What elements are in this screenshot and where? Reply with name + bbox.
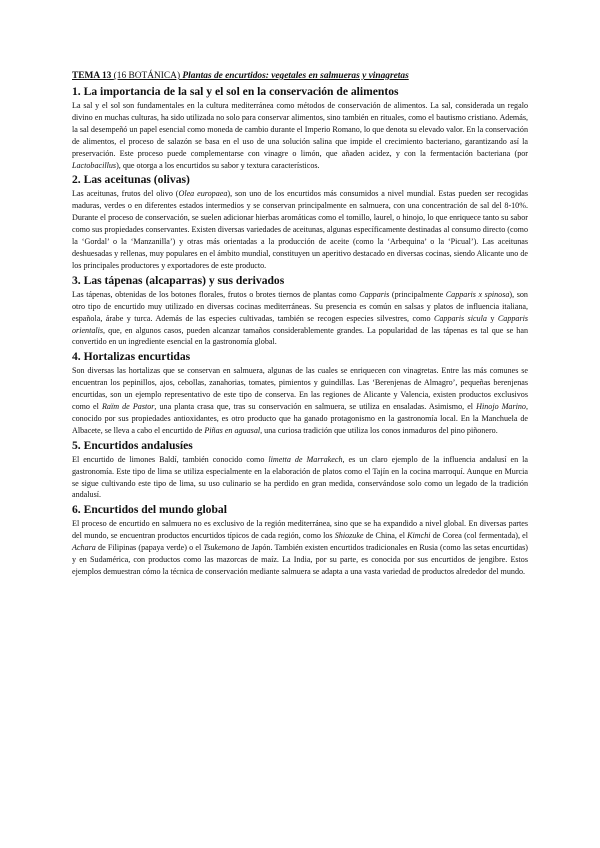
text-run: La sal y el sol son fundamentales en la cultura mediterránea como métodos de conservación de alimentos. La sal, considerada un regalo divino en muchas culturas, ha sido utilizada no solo para conservar alimentos, sino también en rituales, como el bautismo cristiano. Además, la sal desempeñó un papel esencial como moneda de cambio durante el Imperio Romano, lo que denota su elevado valor. En la conservación de alimentos, el proceso de salazón se basa en el uso de una solución salina que impide el crecimiento bacteriano, garantizando así la preservación. Este proceso puede complementarse con vinagre o limón, que añaden acidez, y con la fermentación bacteriana (por bbox=[72, 101, 528, 158]
section-heading: 2. Las aceitunas (olivas) bbox=[72, 173, 190, 187]
text-run: ), que otorga a los encurtidos su sabor y textura característicos. bbox=[116, 160, 320, 170]
italic-term: Hinojo Marino bbox=[476, 402, 526, 412]
section-heading: 4. Hortalizas encurtidas bbox=[72, 350, 191, 364]
document-title bbox=[72, 70, 528, 83]
text-run: de China, el bbox=[363, 531, 408, 541]
text-run: de Filipinas (papaya verde) o el bbox=[95, 543, 204, 553]
text-run: , que, en algunos casos, pueden alcanzar tamaños considerablemente grandes. La popularidad de las tápenas es tal que se han convertido en un ingrediente esencial en la gastronomía global. bbox=[72, 325, 528, 347]
text-run: El encurtido de limones Baldí, también conocido como bbox=[72, 454, 269, 464]
title-subject: (16 BOTÁNICA) bbox=[113, 71, 183, 81]
italic-term: Piñas en aguasal bbox=[204, 425, 261, 435]
section-paragraph bbox=[72, 289, 528, 349]
text-run: de Corea (col fermentada), el bbox=[430, 531, 528, 541]
section-1 bbox=[72, 85, 528, 171]
section-paragraph bbox=[72, 365, 528, 436]
italic-term: Raïm de Pastor bbox=[101, 402, 155, 412]
text-run: y bbox=[486, 313, 498, 323]
italic-term: limetta de Marrakech bbox=[268, 454, 343, 464]
section-4 bbox=[72, 350, 528, 436]
italic-term: Lactobacillus bbox=[72, 160, 117, 170]
text-run: , una curiosa tradición que utiliza los conos inmaduros del pino piñonero. bbox=[260, 425, 498, 435]
text-run: ), son uno de los encurtidos más consumidos a nivel mundial. Estas pueden ser recogidas maduras, verdes o en diferentes estados intermedios y se conservan principalmente en salmuera, con una concentración de sal del 8-10%. Durante el proceso de conservación, se suelen adicionar hierbas aromáticas como el tomillo, laurel, o hinojo, lo que enriquece tanto su sabor como sus propiedades conservantes. Existen diversas variedades de aceitunas, algunas específicamente destinadas al consumo directo (como la ‘Gordal’ o la ‘Manzanilla’) y otras más orientadas a la producción de aceite (como la ‘Arbequina’ o la ‘Picual’). Las aceitunas deshuesadas y rellenas, muy populares en el ámbito mundial, constituyen un aperitivo destacado en diversas cocinas, siendo Alicante uno de los principales productores y exportadores de este producto. bbox=[72, 189, 529, 270]
italic-term: Olea europaea bbox=[178, 189, 228, 199]
section-2 bbox=[72, 173, 528, 271]
section-heading: 6. Encurtidos del mundo global bbox=[72, 503, 227, 517]
italic-term: Achara bbox=[72, 543, 96, 553]
section-paragraph bbox=[72, 188, 528, 271]
text-run: , conocido por sus propiedades antioxidantes, es otro producto que ha ganado protagonismo en la gastronomía local. En la Manchuela de Albacete, se lleva a cabo el encurtido de bbox=[72, 402, 529, 435]
section-5 bbox=[72, 439, 528, 502]
title-topic: Plantas de encurtidos: vegetales en salmueras y vinagretas bbox=[182, 71, 409, 81]
italic-term: Shiozuke bbox=[334, 531, 364, 541]
text-run: Son diversas las hortalizas que se conservan en salmuera, algunas de las cuales se enriquecen con vinagretas. Entre las más comunes se encuentran los pepinillos, ajos, cebollas, zanahorias, tomates, pimientos y guindillas. Las ‘Berenjenas de Almagro’, pequeñas berenjenas encurtidas, son un ejemplo representativo de este tipo de conserva. En las regiones de Alicante y Valencia, existen productos exclusivos como el bbox=[72, 366, 528, 412]
title-prefix: TEMA 13 bbox=[72, 71, 114, 81]
document-page bbox=[72, 70, 528, 578]
italic-term: Capparis x spinosa bbox=[445, 289, 510, 299]
italic-term: Tsukemono bbox=[203, 543, 240, 553]
italic-term: Capparis bbox=[359, 289, 390, 299]
text-run: Las aceitunas, frutos del olivo ( bbox=[72, 189, 179, 199]
section-heading: 3. Las tápenas (alcaparras) y sus derivados bbox=[72, 273, 285, 287]
section-heading: 1. La importancia de la sal y el sol en la conservación de alimentos bbox=[72, 85, 399, 98]
section-paragraph bbox=[72, 454, 528, 502]
italic-term: Kimchi bbox=[407, 531, 431, 541]
section-6 bbox=[72, 503, 528, 578]
italic-term: Capparis sicula bbox=[433, 313, 487, 323]
italic-term: Capparis orientalis bbox=[72, 313, 529, 335]
text-run: El proceso de encurtido en salmuera no es exclusivo de la región mediterránea, sino que se ha expandido a nivel global. En diversas partes del mundo, se encuentran productos encurtidos típicos de cada región, como los bbox=[72, 519, 528, 541]
section-3 bbox=[72, 274, 528, 349]
section-paragraph bbox=[72, 100, 528, 171]
text-run: ), son otro tipo de encurtido muy utilizado en diversas cocinas mediterráneas. Su presencia es común en salsas y platos de influencia italiana, española, árabe y turca. Además de las especies cultivadas, también se recogen especies silvestres, como bbox=[72, 289, 528, 323]
text-run: Las tápenas, obtenidas de los botones florales, frutos o brotes tiernos de plantas como bbox=[72, 289, 360, 299]
section-heading: 5. Encurtidos andalusíes bbox=[72, 438, 193, 452]
text-run: (principalmente bbox=[389, 289, 446, 299]
section-paragraph bbox=[72, 518, 528, 578]
text-run: , es un claro ejemplo de la influencia andalusí en la gastronomía. Este tipo de lima se utiliza especialmente en la elaboración de platos como el Tajín en la cocina marroquí. Aunque en Murcia se sigue cultivando este tipo de lima, su uso culinario se ha perdido en gran medida, conservándose solo como un legado de la tradición andalusí. bbox=[72, 454, 529, 500]
text-run: , una planta crasa que, tras su conservación en salmuera, se utiliza en ensaladas. Asimismo, el bbox=[154, 402, 477, 412]
text-run: de Japón. También existen encurtidos tradicionales en Rusia (como las setas encurtidas) y en Sudamérica, con productos como las mazorcas de maíz. La India, por su parte, es conocida por sus encurtidos de jengibre. Estos ejemplos demuestran cómo la técnica de conservación mediante salmuera se adapta a una vasta variedad de productos alrededor del mundo. bbox=[72, 543, 528, 576]
